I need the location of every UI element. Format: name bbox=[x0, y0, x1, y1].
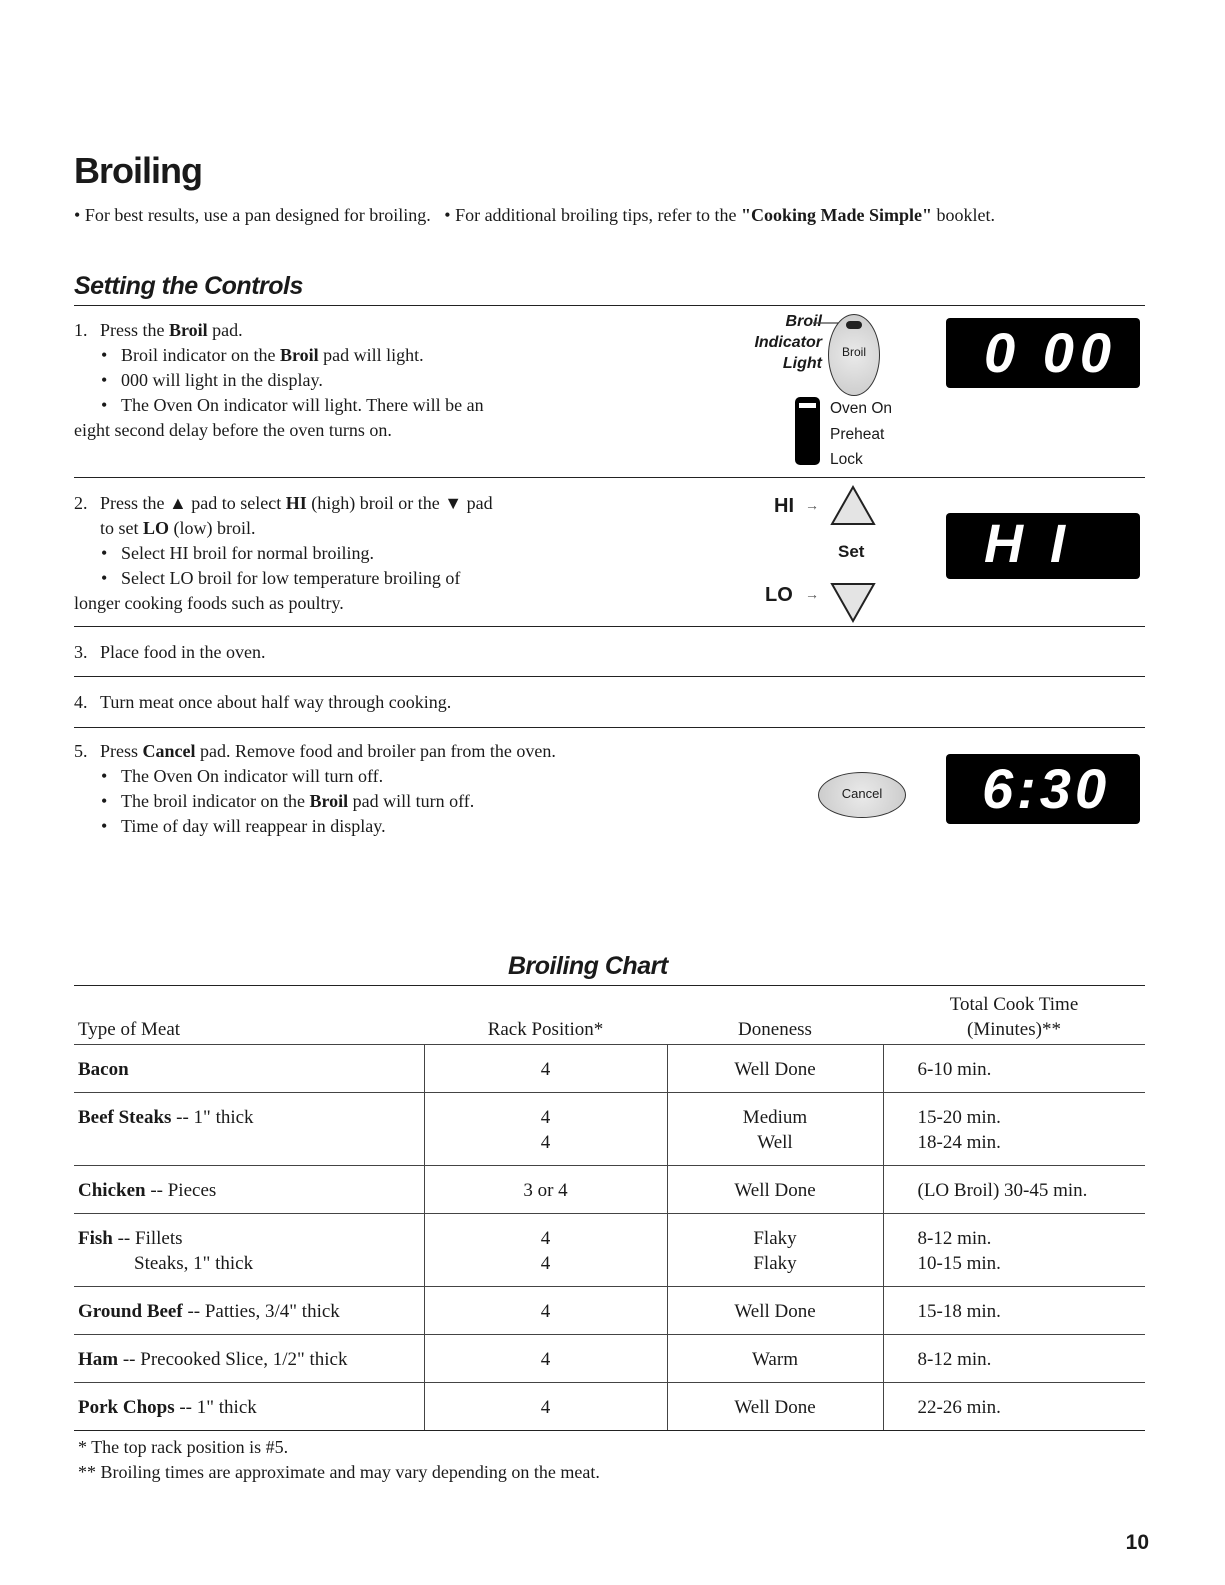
cell-rack-position bbox=[424, 1166, 667, 1214]
divider bbox=[74, 985, 1145, 986]
bullet-text: Broil indicator on the bbox=[121, 345, 280, 365]
step-number: 5. bbox=[74, 741, 88, 761]
bullet-icon: • bbox=[101, 791, 108, 811]
cell-rack-value: 4 bbox=[540, 1132, 551, 1153]
cell-total-cook-time bbox=[883, 1045, 1145, 1093]
bullet-text: 000 will light in the display. bbox=[121, 370, 323, 390]
cell-doneness bbox=[667, 1166, 883, 1214]
indicator-oven-on: Oven On bbox=[830, 400, 893, 417]
bullet-text: The broil indicator on the bbox=[121, 791, 310, 811]
step-bullet bbox=[74, 368, 484, 393]
cell-doneness bbox=[667, 1045, 883, 1093]
page-number: 10 bbox=[1125, 1531, 1149, 1554]
bullet-text: The Oven On indicator will light. There will be an bbox=[121, 395, 484, 415]
cell-total-cook-time bbox=[883, 1166, 1145, 1214]
cell-type-of-meat bbox=[74, 1214, 424, 1287]
display-text: 0 00 bbox=[984, 321, 1117, 384]
cell-doneness-value: Well Done bbox=[734, 1059, 816, 1080]
broiling-chart-table bbox=[74, 990, 1145, 1431]
divider bbox=[74, 676, 1145, 677]
divider bbox=[74, 477, 1145, 478]
cell-doneness-value: Well Done bbox=[734, 1397, 816, 1418]
meat-name: Pork Chops bbox=[78, 1397, 175, 1418]
indicator-bar bbox=[795, 397, 820, 465]
bullet-icon: • bbox=[101, 766, 108, 786]
bullet-text: pad will light. bbox=[318, 345, 424, 365]
cancel-pad-label: Cancel bbox=[841, 786, 883, 801]
up-triangle-icon bbox=[832, 487, 874, 524]
cell-type-of-meat bbox=[74, 1045, 424, 1093]
step-text: Press bbox=[100, 741, 143, 761]
broil-pad-label: Broil bbox=[841, 345, 866, 359]
arrow-right-icon: → bbox=[805, 497, 819, 513]
up-arrow-pad[interactable] bbox=[829, 484, 877, 528]
bullet-text: Time of day will reappear in display. bbox=[121, 816, 386, 836]
bullet-text: pad will turn off. bbox=[348, 791, 475, 811]
cell-time-value: 15-18 min. bbox=[917, 1301, 1001, 1322]
bullet-icon: • bbox=[101, 395, 108, 415]
bullet-text: Select HI broil for normal broiling. bbox=[121, 543, 374, 563]
footnote-1: * The top rack position is #5. bbox=[78, 1437, 289, 1457]
cell-type-of-meat bbox=[74, 1335, 424, 1383]
meat-name: Bacon bbox=[78, 1059, 129, 1080]
display-text: H I bbox=[984, 514, 1072, 574]
intro-tips bbox=[74, 205, 995, 226]
step-bullet bbox=[74, 814, 556, 839]
cell-doneness-value: Flaky bbox=[753, 1253, 797, 1274]
intro-tip-1: For best results, use a pan designed for broiling. bbox=[84, 205, 431, 225]
table-row bbox=[74, 1214, 1145, 1287]
cell-total-cook-time bbox=[883, 1287, 1145, 1335]
cell-total-cook-time bbox=[883, 1093, 1145, 1166]
cell-doneness-value: Well Done bbox=[734, 1301, 816, 1322]
bullet-icon: • bbox=[444, 205, 451, 225]
intro-tip-2-pre: For additional broiling tips, refer to the bbox=[455, 205, 742, 225]
header-time-line: Total Cook Time bbox=[949, 994, 1079, 1015]
cell-doneness bbox=[667, 1383, 883, 1431]
step-text: pad. bbox=[207, 320, 243, 340]
display-time bbox=[946, 754, 1140, 824]
step-4 bbox=[74, 690, 451, 715]
bullet-text-bold: Broil bbox=[279, 345, 319, 365]
cell-meat bbox=[78, 1057, 420, 1082]
meat-name: Chicken bbox=[78, 1180, 146, 1201]
cell-rack-value: 4 bbox=[540, 1349, 551, 1370]
step-bullet bbox=[74, 764, 556, 789]
cell-total-cook-time bbox=[883, 1335, 1145, 1383]
step-text: to set bbox=[100, 518, 143, 538]
cell-rack-value: 4 bbox=[540, 1107, 551, 1128]
cell-doneness bbox=[667, 1335, 883, 1383]
meat-name: Beef Steaks bbox=[78, 1107, 172, 1128]
broil-indicator-light-icon bbox=[846, 321, 862, 329]
cell-doneness-value: Warm bbox=[752, 1349, 798, 1370]
meat-detail: -- Precooked Slice, 1/2" thick bbox=[118, 1349, 348, 1370]
page-title: Broiling bbox=[74, 150, 202, 191]
cell-rack-position bbox=[424, 1383, 667, 1431]
step-text: pad. Remove food and broiler pan from the oven. bbox=[195, 741, 556, 761]
cell-total-cook-time bbox=[883, 1383, 1145, 1431]
cell-rack-value: 4 bbox=[540, 1397, 551, 1418]
indicator-labels bbox=[830, 396, 892, 473]
step-number: 4. bbox=[74, 692, 88, 712]
section-title: Setting the Controls bbox=[74, 272, 303, 300]
cell-type-of-meat bbox=[74, 1383, 424, 1431]
meat-detail: -- Fillets bbox=[112, 1228, 183, 1249]
meat-name: Fish bbox=[78, 1228, 113, 1249]
cell-time-value: 8-12 min. bbox=[917, 1228, 992, 1249]
meat-detail: -- Patties, 3/4" thick bbox=[182, 1301, 340, 1322]
cell-time-value: (LO Broil) 30-45 min. bbox=[917, 1180, 1088, 1201]
step-5 bbox=[74, 739, 556, 839]
cancel-pad[interactable] bbox=[818, 772, 906, 818]
cell-doneness-value: Medium bbox=[742, 1107, 808, 1128]
cell-time-value: 18-24 min. bbox=[917, 1132, 1001, 1153]
table-row bbox=[74, 1335, 1145, 1383]
step-3 bbox=[74, 640, 265, 665]
down-arrow-pad[interactable] bbox=[829, 580, 877, 624]
indicator-preheat: Preheat bbox=[830, 425, 885, 443]
header-time-line: (Minutes)** bbox=[967, 1019, 1061, 1040]
indicator-lock: Lock bbox=[830, 451, 863, 468]
step-text: (high) broil or the ▼ pad bbox=[306, 493, 493, 513]
cell-rack-position bbox=[424, 1045, 667, 1093]
table-row bbox=[74, 1287, 1145, 1335]
step-bullet bbox=[74, 343, 484, 368]
bullet-text-continued: eight second delay before the oven turns on. bbox=[74, 420, 392, 440]
step-text: (low) broil. bbox=[169, 518, 256, 538]
cell-type-of-meat bbox=[74, 1166, 424, 1214]
bullet-icon: • bbox=[101, 345, 108, 365]
cell-rack-value: 4 bbox=[540, 1253, 551, 1274]
cell-meat-line2: Steaks, 1" thick bbox=[134, 1253, 254, 1274]
bullet-text: Select LO broil for low temperature broiling of bbox=[121, 568, 461, 588]
cell-rack-position bbox=[424, 1287, 667, 1335]
step-text: Place food in the oven. bbox=[100, 642, 266, 662]
table-row bbox=[74, 1166, 1145, 1214]
step-number: 2. bbox=[74, 493, 88, 513]
cell-rack-position bbox=[424, 1214, 667, 1287]
display-hi bbox=[946, 513, 1140, 579]
cell-type-of-meat bbox=[74, 1287, 424, 1335]
bullet-icon: • bbox=[101, 816, 108, 836]
arrow-right-icon: → bbox=[805, 586, 819, 602]
cell-time-value: 10-15 min. bbox=[917, 1253, 1001, 1274]
bullet-text-continued: longer cooking foods such as poultry. bbox=[74, 593, 344, 613]
set-label: Set bbox=[838, 542, 865, 561]
table-row bbox=[74, 1045, 1145, 1093]
meat-name: Ham bbox=[78, 1349, 119, 1370]
cell-doneness-value: Well bbox=[757, 1132, 793, 1153]
intro-tip-2-post: booklet. bbox=[932, 205, 996, 225]
footnote-2: ** Broiling times are approximate and may vary depending on the meat. bbox=[78, 1462, 600, 1482]
cell-doneness bbox=[667, 1287, 883, 1335]
bullet-icon: • bbox=[101, 568, 108, 588]
divider bbox=[74, 305, 1145, 306]
cell-meat bbox=[78, 1347, 420, 1372]
step-number: 1. bbox=[74, 320, 88, 340]
divider bbox=[74, 727, 1145, 728]
step-text: Press the ▲ pad to select bbox=[100, 493, 286, 513]
cell-total-cook-time bbox=[883, 1214, 1145, 1287]
step-bullet bbox=[74, 393, 484, 418]
cell-doneness-value: Flaky bbox=[753, 1228, 797, 1249]
step-text-bold: HI bbox=[285, 493, 307, 513]
cell-rack-position bbox=[424, 1335, 667, 1383]
step-text-bold: Broil bbox=[169, 320, 208, 340]
meat-detail: -- 1" thick bbox=[171, 1107, 254, 1128]
cell-time-value: 22-26 min. bbox=[917, 1397, 1001, 1418]
display-000 bbox=[946, 318, 1140, 388]
label-line: Broil bbox=[785, 313, 822, 330]
table-row bbox=[74, 1383, 1145, 1431]
step-number: 3. bbox=[74, 642, 88, 662]
cell-meat bbox=[78, 1105, 420, 1130]
broil-pad[interactable] bbox=[828, 314, 880, 396]
cell-doneness bbox=[667, 1214, 883, 1287]
step-text-bold: LO bbox=[143, 518, 170, 538]
bullet-icon: • bbox=[101, 370, 108, 390]
table-row bbox=[74, 1093, 1145, 1166]
lo-label: LO bbox=[765, 584, 793, 606]
step-bullet bbox=[74, 789, 556, 814]
step-text: Press the bbox=[100, 320, 169, 340]
cell-time-value: 6-10 min. bbox=[917, 1059, 992, 1080]
meat-detail: -- Pieces bbox=[145, 1180, 217, 1201]
cell-meat bbox=[78, 1299, 420, 1324]
cell-time-value: 8-12 min. bbox=[917, 1349, 992, 1370]
step-2 bbox=[74, 491, 493, 616]
cell-rack-value: 4 bbox=[540, 1228, 551, 1249]
bullet-icon: • bbox=[74, 205, 81, 225]
display-text: 6:30 bbox=[982, 757, 1111, 820]
divider bbox=[74, 626, 1145, 627]
intro-tip-2-bold: "Cooking Made Simple" bbox=[741, 205, 933, 225]
step-1 bbox=[74, 318, 484, 443]
table-header-row bbox=[74, 990, 1145, 1045]
step-bullet bbox=[74, 566, 493, 591]
cell-doneness-value: Well Done bbox=[734, 1180, 816, 1201]
cell-rack-position bbox=[424, 1093, 667, 1166]
meat-detail: -- 1" thick bbox=[174, 1397, 257, 1418]
header-doneness: Doneness bbox=[738, 1019, 812, 1040]
cell-meat bbox=[78, 1395, 420, 1420]
chart-title: Broiling Chart bbox=[508, 952, 668, 980]
cell-meat bbox=[78, 1226, 420, 1251]
cell-rack-value: 4 bbox=[540, 1059, 551, 1080]
bullet-text-bold: Broil bbox=[309, 791, 349, 811]
cell-time-value: 15-20 min. bbox=[917, 1107, 1001, 1128]
header-rack: Rack Position* bbox=[487, 1019, 604, 1040]
cell-rack-value: 3 or 4 bbox=[523, 1180, 568, 1201]
bullet-text: The Oven On indicator will turn off. bbox=[121, 766, 384, 786]
hi-label: HI bbox=[774, 495, 794, 517]
down-triangle-icon bbox=[832, 584, 874, 621]
meat-name: Ground Beef bbox=[78, 1301, 183, 1322]
label-line: Light bbox=[782, 355, 822, 372]
bullet-icon: • bbox=[101, 543, 108, 563]
cell-meat bbox=[78, 1178, 420, 1203]
label-line: Indicator bbox=[754, 334, 822, 351]
step-bullet bbox=[74, 541, 493, 566]
header-time bbox=[883, 990, 1145, 1045]
cell-doneness bbox=[667, 1093, 883, 1166]
header-meat: Type of Meat bbox=[78, 1019, 181, 1040]
cell-rack-value: 4 bbox=[540, 1301, 551, 1322]
cell-type-of-meat bbox=[74, 1093, 424, 1166]
step-text: Turn meat once about half way through cooking. bbox=[100, 692, 452, 712]
step-text-bold: Cancel bbox=[142, 741, 196, 761]
oven-on-light-icon bbox=[799, 403, 816, 408]
